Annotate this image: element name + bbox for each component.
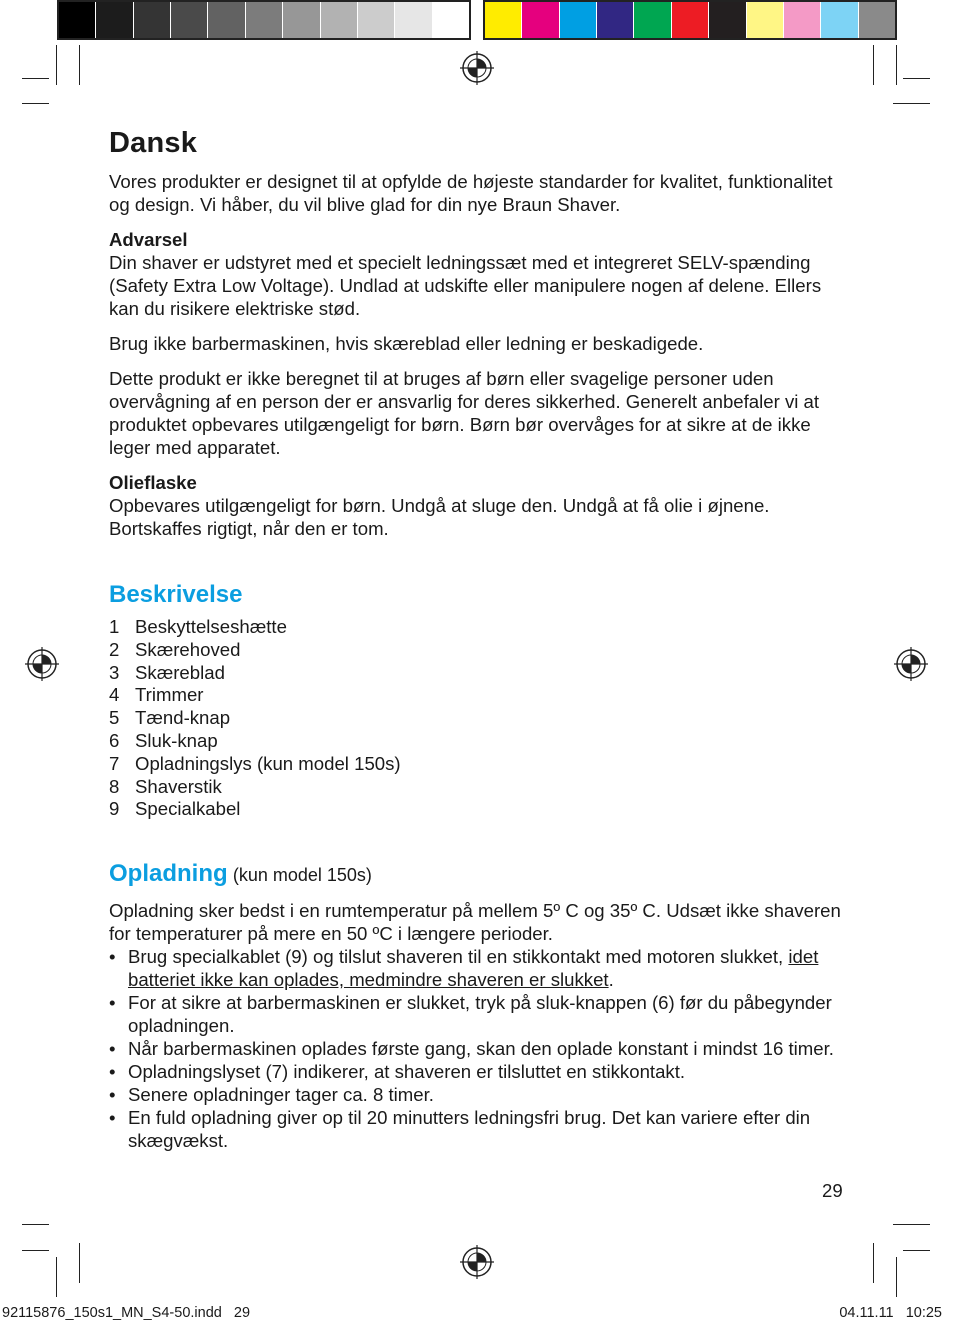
charging-heading-wrap <box>109 859 849 889</box>
gray-swatch <box>395 2 432 38</box>
crop-mark <box>22 1224 49 1225</box>
damage-paragraph: Brug ikke barbermaskinen, hvis skæreblad eller ledning er beskadigede. <box>109 333 704 354</box>
registration-mark-icon <box>25 647 59 681</box>
list-item: • Brug specialkablet (9) og tilslut shaveren til en stikkontakt med motoren slukket, idet batteriet ikke kan oplades, medmindre shaveren er slukket. <box>109 945 849 991</box>
gray-swatch <box>358 2 395 38</box>
gray-swatch <box>171 2 208 38</box>
color-swatch <box>859 2 895 38</box>
color-swatch <box>821 2 858 38</box>
list-item: 6 Sluk-knap <box>109 729 218 751</box>
page-title: Dansk <box>109 127 198 159</box>
color-swatch <box>747 2 784 38</box>
crop-mark <box>56 45 57 85</box>
slug-date-time: 04.11.11 10:25 <box>839 1305 942 1321</box>
registration-mark-icon <box>894 647 928 681</box>
children-paragraph: Dette produkt er ikke beregnet til at bruges af børn eller svagelige personer uden overvågning af en person der er ansvarlig for deres sikkerhed. Generelt anbefaler vi at produktet opbevares utilgængeligt for børn. Børn bør overvåges for at sikre at de ikke leger med apparatet. <box>109 368 820 458</box>
crop-mark <box>873 45 874 85</box>
crop-mark <box>893 1224 930 1225</box>
crop-mark <box>22 103 49 104</box>
list-item: • Når barbermaskinen oplades første gang, skan den oplade konstant i mindst 16 timer. <box>109 1037 849 1060</box>
charging-bullets <box>109 945 849 1152</box>
oil-block <box>109 471 849 540</box>
charging-intro: Opladning sker bedst i en rumtemperatur på mellem 5º C og 35º C. Udsæt ikke shaveren for temperaturer på mere en 50 ºC i længere perioder. <box>109 900 841 945</box>
gray-swatch <box>59 2 96 38</box>
gray-swatch <box>96 2 133 38</box>
crop-mark <box>79 1243 80 1283</box>
grayscale-color-bar <box>57 0 471 40</box>
list-item: 8 Shaverstik <box>109 775 222 797</box>
crop-mark <box>903 78 930 79</box>
gray-swatch <box>134 2 171 38</box>
crop-mark <box>56 1257 57 1297</box>
warning-text: Din shaver er udstyret med et specielt ledningssæt med et integreret SELV-spænding (Safety Extra Low Voltage). Undlad at udskifte eller manipulere nogen af delene. Ellers kan du risikere elektriske stød. <box>109 252 822 319</box>
charging-subheading: (kun model 150s) <box>232 865 372 886</box>
crop-mark <box>893 103 930 104</box>
oil-heading: Olieflaske <box>109 472 197 493</box>
color-swatch <box>634 2 671 38</box>
crop-mark <box>22 1250 49 1251</box>
crop-mark <box>22 78 49 79</box>
gray-swatch <box>246 2 283 38</box>
list-item: • En fuld opladning giver op til 20 minutters ledningsfri brug. Det kan variere efter din skægvækst. <box>109 1106 849 1152</box>
list-item: 7 Opladningslys (kun model 150s) <box>109 752 401 774</box>
list-item: 4 Trimmer <box>109 684 204 706</box>
list-item: 2 Skærehoved <box>109 638 241 660</box>
registration-mark-icon <box>460 51 494 85</box>
crop-mark <box>896 45 897 85</box>
description-heading: Beskrivelse <box>109 581 243 608</box>
gray-swatch <box>283 2 320 38</box>
color-swatch <box>560 2 597 38</box>
color-swatch <box>672 2 709 38</box>
color-swatch <box>485 2 522 38</box>
gray-swatch <box>321 2 358 38</box>
list-item: 3 Skæreblad <box>109 661 225 683</box>
intro-paragraph: Vores produkter er designet til at opfylde de højeste standarder for kvalitet, funktionalitet og design. Vi håber, du vil blive glad for din nye Braun Shaver. <box>109 171 833 215</box>
color-swatch <box>709 2 746 38</box>
warning-heading: Advarsel <box>109 229 188 250</box>
slug-file-info: 92115876_150s1_MN_S4-50.indd 29 <box>2 1305 251 1321</box>
description-heading-wrap <box>109 580 849 610</box>
color-swatch <box>522 2 559 38</box>
list-item: • For at sikre at barbermaskinen er slukket, tryk på sluk-knappen (6) før du påbegynder opladningen. <box>109 991 849 1037</box>
page-content <box>109 126 849 1152</box>
page-number: 29 <box>822 1180 843 1201</box>
description-list <box>109 616 849 821</box>
process-color-bar <box>483 0 897 40</box>
gray-swatch <box>433 2 469 38</box>
list-item: • Opladningslyset (7) indikerer, at shaveren er tilsluttet en stikkontakt. <box>109 1060 849 1083</box>
list-item: 1 Beskyttelseshætte <box>109 616 287 637</box>
gray-swatch <box>208 2 245 38</box>
crop-mark <box>896 1257 897 1297</box>
crop-mark <box>873 1243 874 1283</box>
crop-mark <box>79 45 80 85</box>
warning-block <box>109 228 849 320</box>
list-item: 9 Specialkabel <box>109 798 241 820</box>
color-swatch <box>597 2 634 38</box>
list-item: • Senere opladninger tager ca. 8 timer. <box>109 1083 849 1106</box>
list-item: 5 Tænd-knap <box>109 707 231 729</box>
registration-mark-icon <box>460 1245 494 1279</box>
oil-text: Opbevares utilgængeligt for børn. Undgå at sluge den. Undgå at få olie i øjnene. Bortskaffes rigtigt, når den er tom. <box>109 495 770 539</box>
crop-mark <box>903 1250 930 1251</box>
color-swatch <box>784 2 821 38</box>
charging-heading: Opladning <box>109 860 228 888</box>
